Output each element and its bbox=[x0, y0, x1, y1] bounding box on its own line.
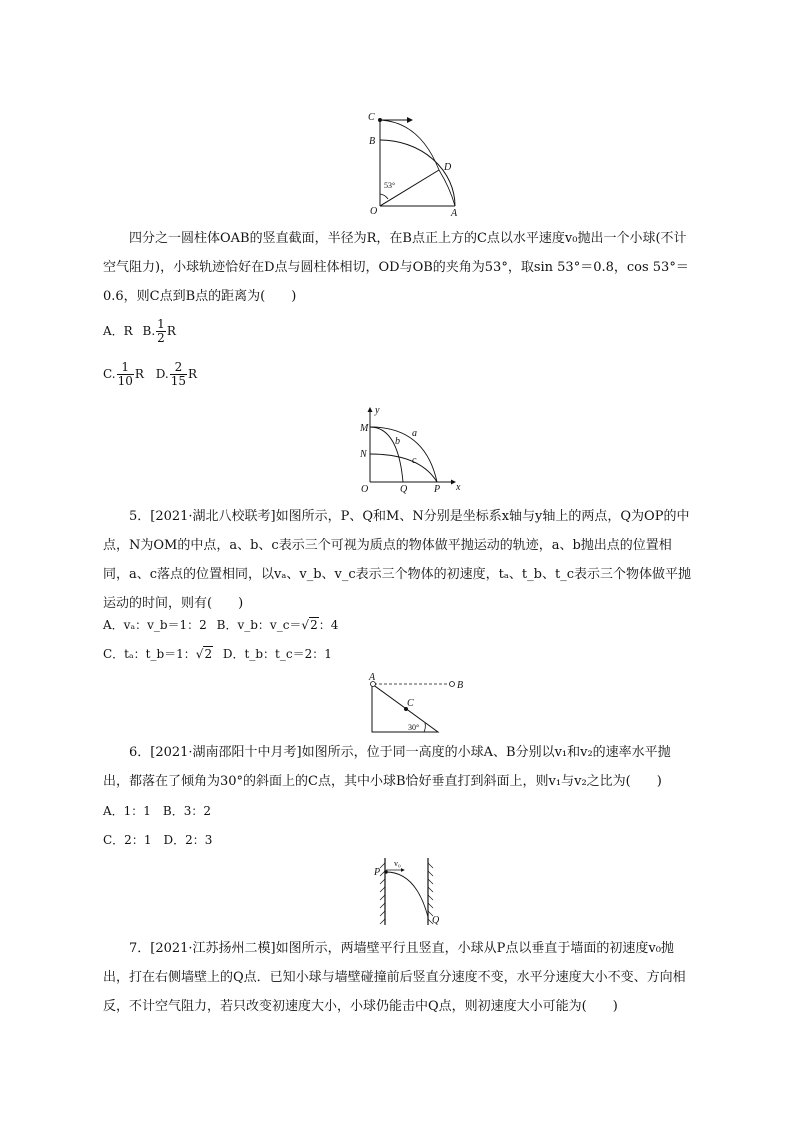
q4-option-a: A．R bbox=[103, 324, 133, 338]
label-a: A bbox=[369, 672, 376, 683]
ball-b bbox=[450, 682, 455, 687]
q4-options-ab bbox=[103, 318, 176, 345]
point-p bbox=[384, 870, 388, 874]
q4-options-cd bbox=[103, 361, 197, 388]
label-o: O bbox=[370, 206, 378, 217]
label-y: y bbox=[375, 405, 380, 416]
question-6-text: 6．[2021·湖南邵阳十中月考]如图所示，位于同一高度的小球A、B分别以v₁和v₂的速率水平抛出，都落在了倾角为30°的斜面上的C点，其中小球B恰好垂直打到斜面上，则v₁与v₂之比为( ) bbox=[103, 745, 671, 789]
label-v0: v₀ bbox=[394, 859, 401, 868]
q4-option-b: B. $\frac{1}{2}$ R bbox=[142, 317, 176, 345]
angle-arc bbox=[380, 194, 388, 199]
q4-option-c: C. $\frac{1}{10}$ R bbox=[103, 360, 144, 388]
label-q: Q bbox=[432, 915, 440, 926]
label-angle: 30° bbox=[408, 723, 420, 732]
label-o: O bbox=[361, 484, 369, 495]
label-q: Q bbox=[400, 484, 408, 495]
label-c: C bbox=[407, 698, 414, 709]
label-a: A bbox=[451, 208, 458, 219]
q5-option-b: B．v_b：v_c＝√2：4 bbox=[216, 618, 339, 632]
label-c: c bbox=[412, 455, 417, 466]
trajectory-c bbox=[370, 454, 437, 482]
question-5-text: 5．[2021·湖北八校联考]如图所示，P、Q和M、N分别是坐标系x轴与y轴上的两点，Q为OP的中点，N为OM的中点，a、b、c表示三个可视为质点的物体做平抛运动的轨迹，a、b抛出点的位置相同，a、c落点的位置相同，以vₐ、v_b、v_c表示三个物体的初速度，tₐ、t_b、t_c表示三个物体做平抛运动的时间，则有( ) bbox=[103, 509, 691, 611]
figure-trajectories-abc bbox=[355, 402, 470, 497]
q5-option-c: C．tₐ：t_b＝1：√2 bbox=[103, 647, 213, 661]
label-m: M bbox=[360, 423, 369, 434]
q5-options-cd bbox=[103, 645, 332, 662]
q5-option-a: A．vₐ：v_b＝1：2 bbox=[103, 618, 207, 632]
question-7-text: 7．[2021·江苏扬州二模]如图所示，两墙壁平行且竖直，小球从P点以垂直于墙面的初速度v₀抛出，打在右侧墙壁上的Q点．已知小球与墙壁碰撞前后竖直分速度不变，水平分速度大小不变、方向相反，不计空气阻力，若只改变初速度大小，小球仍能击中Q点，则初速度大小可能为( ) bbox=[103, 941, 686, 1014]
label-p: P bbox=[434, 484, 441, 495]
label-angle: 53° bbox=[384, 181, 396, 190]
trajectory-p-q bbox=[386, 872, 428, 917]
label-c: C bbox=[368, 112, 375, 123]
label-d: D bbox=[444, 162, 452, 173]
q4-option-d: D. $\frac{2}{15}$ R bbox=[155, 360, 198, 388]
q6-options-cd: C．2：1 D．2：3 bbox=[103, 833, 213, 847]
label-b: b bbox=[395, 436, 400, 447]
label-b: B bbox=[457, 680, 464, 691]
figure-walls bbox=[370, 855, 450, 930]
label-b: B bbox=[369, 136, 376, 147]
label-n: N bbox=[360, 449, 367, 460]
quarter-arc bbox=[380, 140, 455, 206]
figure-incline bbox=[360, 672, 470, 737]
figure-quarter-cylinder bbox=[360, 108, 470, 218]
point-c bbox=[378, 118, 382, 122]
label-a: a bbox=[412, 428, 417, 439]
q5-option-d: D．t_b：t_c＝2：1 bbox=[222, 647, 332, 661]
label-p: P bbox=[374, 867, 381, 878]
label-x: x bbox=[456, 482, 461, 493]
q6-options-ab: A．1：1 B．3：2 bbox=[103, 804, 212, 818]
q5-options-ab bbox=[103, 616, 338, 633]
question-4-text: 四分之一圆柱体OAB的竖直截面，半径为R，在B点正上方的C点以水平速度v₀抛出一个小球(不计空气阻力)，小球轨迹恰好在D点与圆柱体相切，OD与OB的夹角为53°，取sin 53°＝0.8，cos 53°＝0.6，则C点到B点的距离为( ) bbox=[103, 231, 689, 304]
angle-arc bbox=[424, 723, 425, 732]
